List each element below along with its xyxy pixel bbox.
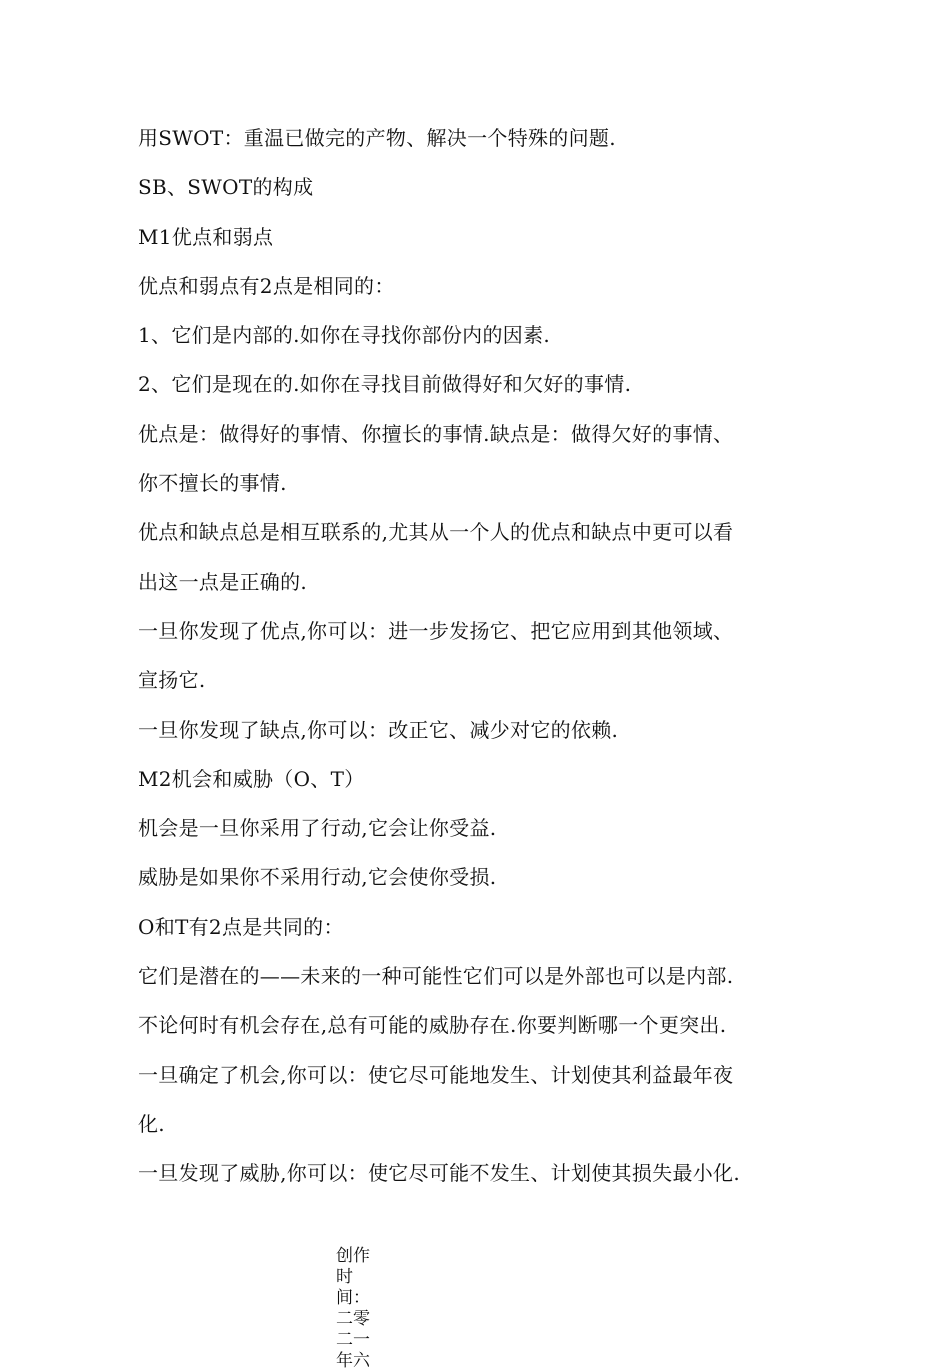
text-line: 宣扬它. (138, 668, 206, 693)
text-line: 一旦你发现了优点,你可以：进一步发扬它、把它应用到其他领域、 (138, 618, 734, 643)
text-line: 你不擅长的事情. (138, 471, 287, 496)
text-line: 化. (138, 1111, 165, 1136)
text-line: 优点是：做得好的事情、你擅长的事情.缺点是：做得欠好的事情、 (138, 421, 734, 446)
list-item: 1、它们是内部的.如你在寻找你部份内的因素. (138, 323, 551, 348)
text-line: 一旦发现了威胁,你可以：使它尽可能不发生、计划使其损失最小化. (138, 1161, 741, 1186)
list-item: 2、它们是现在的.如你在寻找目前做得好和欠好的事情. (138, 372, 632, 397)
subsection-heading: M2机会和威胁（O、T） (138, 766, 365, 791)
text-line: 不论何时有机会存在,总有可能的威胁存在.你要判断哪一个更突出. (138, 1013, 727, 1038)
text-line: 优点和缺点总是相互联系的,尤其从一个人的优点和缺点中更可以看 (138, 520, 734, 545)
text-line: 它们是潜在的——未来的一种可能性它们可以是外部也可以是内部. (138, 964, 734, 989)
creation-time-note: 创作时间：二零二一年六 (336, 1246, 370, 1371)
section-heading: SB、SWOT的构成 (138, 175, 314, 200)
text-line: 威胁是如果你不采用行动,它会使你受损. (138, 865, 497, 890)
text-line: 优点和弱点有2点是相同的： (138, 273, 395, 298)
text-line: 用SWOT：重温已做完的产物、解决一个特殊的问题. (138, 126, 616, 150)
subsection-heading: M1优点和弱点 (138, 224, 274, 249)
text-line: 一旦你发现了缺点,你可以：改正它、减少对它的依赖. (138, 717, 619, 742)
document-body (138, 114, 818, 1199)
text-line: 机会是一旦你采用了行动,它会让你受益. (138, 816, 497, 841)
text-line: 出这一点是正确的. (138, 569, 308, 594)
text-line: O和T有2点是共同的： (138, 914, 344, 939)
text-line: 一旦确定了机会,你可以：使它尽可能地发生、计划使其利益最年夜 (138, 1062, 734, 1087)
